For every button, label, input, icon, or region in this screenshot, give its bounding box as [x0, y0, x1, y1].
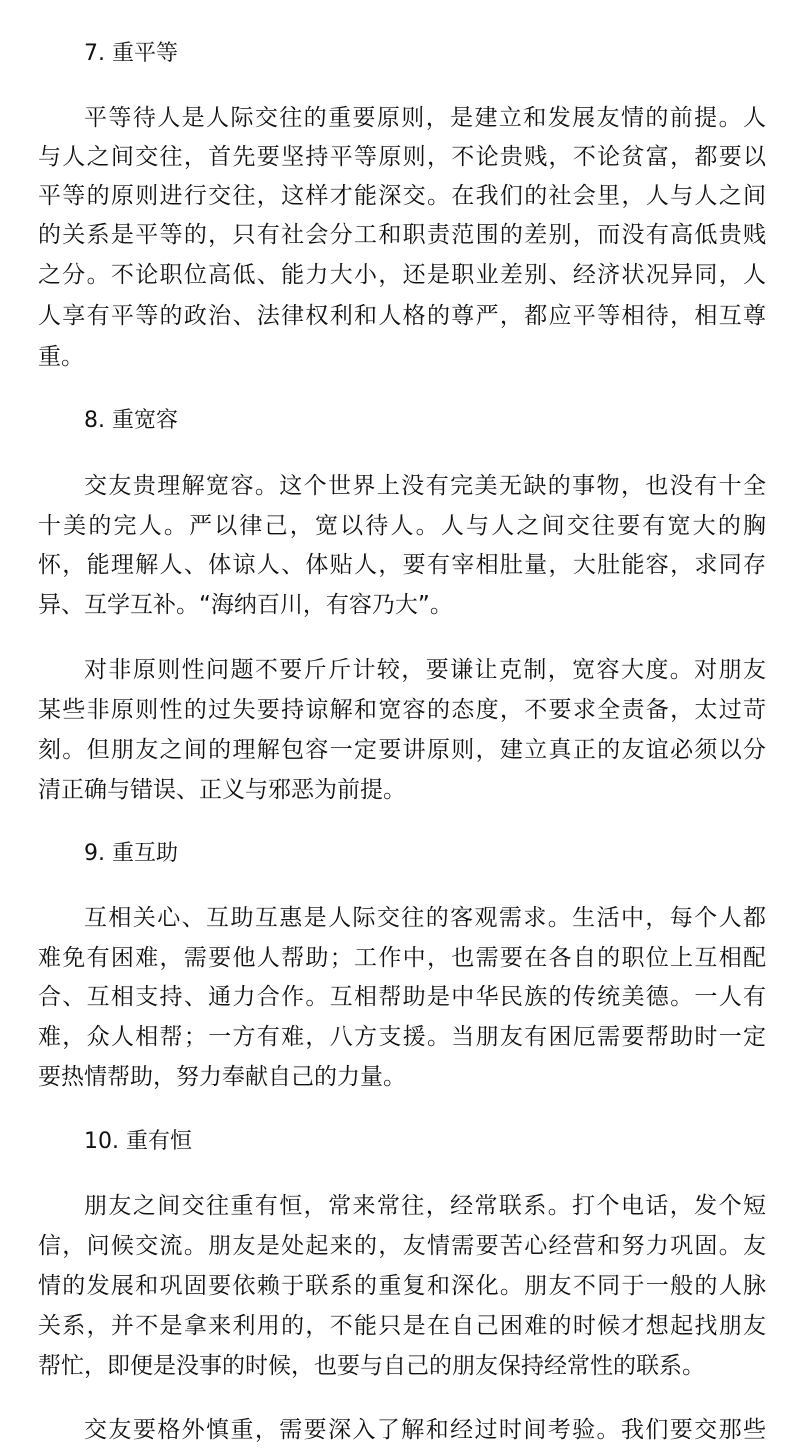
paragraph-line: 怀，能理解人、体谅人、体贴人，要有宰相肚量，大肚能容，求同存	[38, 552, 766, 578]
paragraph-line: 之分。不论职位高低、能力大小，还是职业差别、经济状况异同，人	[38, 262, 766, 288]
paragraph-line: 难，众人相帮；一方有难，八方支援。当朋友有困厄需要帮助时一定	[38, 1024, 766, 1050]
section-heading-9: 9. 重互助	[84, 841, 178, 866]
paragraph-line: 帮忙，即便是没事的时候，也要与自己的朋友保持经常性的联系。	[38, 1353, 705, 1379]
paragraph-line: 要热情帮助，努力奉献自己的力量。	[38, 1064, 406, 1090]
paragraph-line: 情的发展和巩固要依赖于联系的重复和深化。朋友不同于一般的人脉	[38, 1273, 766, 1299]
paragraph-line: 平等待人是人际交往的重要原则，是建立和发展友情的前提。人	[84, 105, 766, 131]
paragraph-line: 重。	[38, 344, 84, 370]
paragraph-line: 刻。但朋友之间的理解包容一定要讲原则，建立真正的友谊必须以分	[38, 737, 766, 763]
paragraph-line: 平等的原则进行交往，这样才能深交。在我们的社会里，人与人之间	[38, 183, 766, 209]
paragraph-line: 异、互学互补。“海纳百川，有容乃大”。	[38, 592, 453, 618]
paragraph-line: 合、互相支持、通力合作。互相帮助是中华民族的传统美德。一人有	[38, 984, 766, 1010]
paragraph-line: 清正确与错误、正义与邪恶为前提。	[38, 777, 406, 803]
paragraph-line: 与人之间交往，首先要坚持平等原则，不论贵贱，不论贫富，都要以	[38, 144, 766, 170]
paragraph-line: 关系，并不是拿来利用的，不能只是在自己困难的时候才想起找朋友	[38, 1313, 766, 1339]
paragraph-line: 朋友之间交往重有恒，常来常往，经常联系。打个电话，发个短	[84, 1193, 766, 1219]
section-heading-8: 8. 重宽容	[84, 408, 178, 433]
paragraph-line: 人享有平等的政治、法律权利和人格的尊严，都应平等相待，相互尊	[38, 303, 766, 329]
paragraph-line: 难免有困难，需要他人帮助；工作中，也需要在各自的职位上互相配	[38, 945, 766, 971]
paragraph-line: 的关系是平等的，只有社会分工和职责范围的差别，而没有高低贵贱	[38, 222, 766, 248]
paragraph-line: 某些非原则性的过失要持谅解和宽容的态度，不要求全责备，太过苛	[38, 697, 766, 723]
paragraph-line: 交友贵理解宽容。这个世界上没有完美无缺的事物，也没有十全	[84, 473, 766, 499]
paragraph-line: 交友要格外慎重，需要深入了解和经过时间考验。我们要交那些	[84, 1417, 766, 1443]
paragraph-line: 对非原则性问题不要斤斤计较，要谦让克制，宽容大度。对朋友	[84, 657, 766, 683]
section-heading-10: 10. 重有恒	[84, 1129, 192, 1154]
paragraph-line: 互相关心、互助互惠是人际交往的客观需求。生活中，每个人都	[84, 905, 766, 931]
section-heading-7: 7. 重平等	[84, 41, 178, 66]
paragraph-line: 信，问候交流。朋友是处起来的，友情需要苦心经营和努力巩固。友	[38, 1233, 766, 1259]
paragraph-line: 十美的完人。严以律己，宽以待人。人与人之间交往要有宽大的胸	[38, 513, 766, 539]
